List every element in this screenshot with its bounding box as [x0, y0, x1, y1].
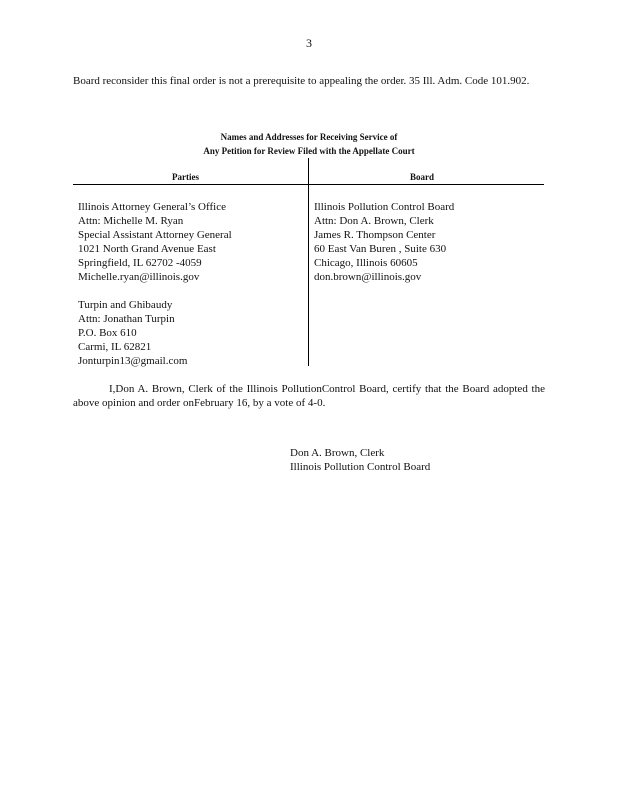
email-line: Jonturpin13@gmail.com: [78, 355, 188, 367]
service-heading: [73, 130, 545, 158]
signature-block: [290, 446, 430, 474]
board-address: [314, 200, 454, 284]
address-line: Springfield, IL 62702 -4059: [78, 257, 202, 269]
address-line: 1021 North Grand Avenue East: [78, 243, 216, 255]
party-address-turpin: [78, 298, 187, 368]
address-line: Chicago, Illinois 60605: [314, 257, 418, 269]
address-line: 60 East Van Buren , Suite 630: [314, 243, 447, 255]
service-heading-line2: Any Petition for Review Filed with the Appellate Court: [203, 146, 415, 156]
clerk-certification: I,Don A. Brown, Clerk of the Illinois PollutionControl Board, certify that the Board adopted the above opinion and order onFebruary 16, by a vote of 4-0.: [73, 383, 545, 409]
email-line: Michelle.ryan@illinois.gov: [78, 271, 200, 283]
parties-column-label: Parties: [172, 172, 199, 182]
address-line: Special Assistant Attorney General: [78, 229, 232, 241]
address-line: P.O. Box 610: [78, 327, 137, 339]
signature-name: Don A. Brown, Clerk: [290, 447, 385, 459]
email-line: don.brown@illinois.gov: [314, 271, 422, 283]
service-heading-line1: Names and Addresses for Receiving Service of: [220, 132, 398, 142]
address-line: Illinois Attorney General’s Office: [78, 201, 226, 213]
signature-org: Illinois Pollution Control Board: [290, 461, 431, 473]
address-line: Attn: Jonathan Turpin: [78, 313, 175, 325]
address-line: Attn: Don A. Brown, Clerk: [314, 215, 434, 227]
address-line: Turpin and Ghibaudy: [78, 299, 173, 311]
address-line: Carmi, IL 62821: [78, 341, 152, 353]
page-number: 3: [306, 36, 312, 50]
address-line: James R. Thompson Center: [314, 229, 436, 241]
party-address-ag: [78, 200, 232, 284]
address-line: Illinois Pollution Control Board: [314, 201, 455, 213]
table-column-divider: [308, 158, 309, 366]
board-column-label: Board: [410, 172, 435, 182]
paragraph-reconsider: Board reconsider this final order is not a prerequisite to appealing the order. 35 Ill. Adm. Code 101.902.: [73, 75, 530, 87]
address-line: Attn: Michelle M. Ryan: [78, 215, 184, 227]
